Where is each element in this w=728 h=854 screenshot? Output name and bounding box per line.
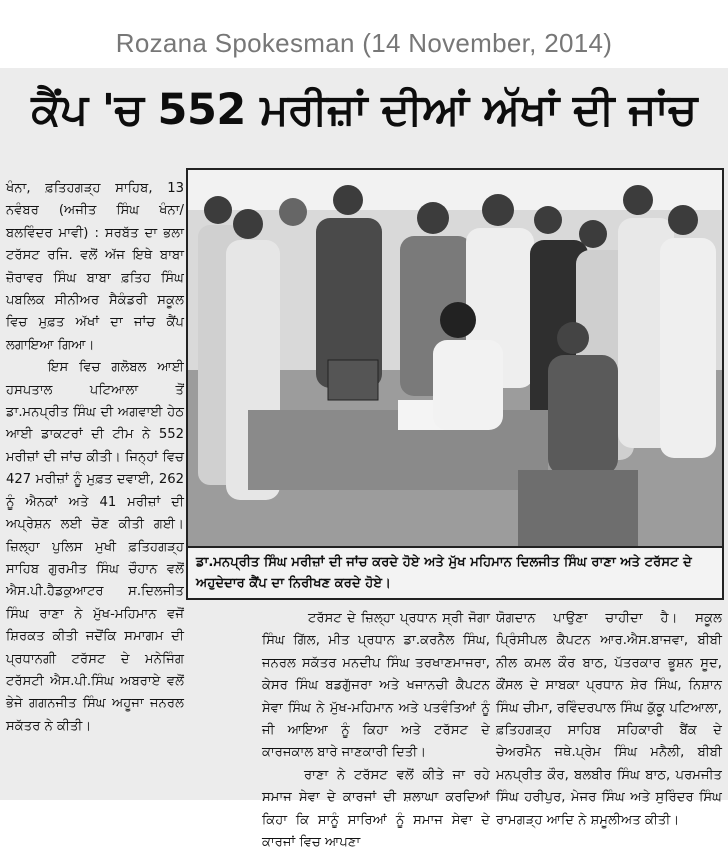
paragraph: ਟਰੱਸਟ ਦੇ ਜ਼ਿਲ੍ਹਾ ਪ੍ਰਧਾਨ ਸ੍ਰੀ ਜੋਗਾ ਸਿੰਘ ਗਿੱਲ, ਮੀਤ ਪ੍ਰਧਾਨ ਡਾ.ਕਰਨੈਲ ਸਿੰਘ, ਜਨਰਲ ਸਕੱਤਰ ਮਨਦੀਪ ਸਿੰਘ ਤਰਖਾਣਮਾਜਰਾ, ਕੇਸਰ ਸਿੰਘ ਬਡਗੁੱਜਰਾ ਅਤੇ ਖਜਾਨਚੀ ਕੈਪਟਨ ਸੇਵਾ ਸਿੰਘ ਨੇ ਮੁੱਖ-ਮਹਿਮਾਨ ਅਤੇ ਪਤਵੰਤਿਆਂ ਨੂੰ ਜੀ ਆਇਆ ਨੂੰ ਕਿਹਾ ਅਤੇ ਟਰੱਸਟ ਦੇ ਕਾਰਜਕਾਲ ਬਾਰੇ ਜਾਣਕਾਰੀ ਦਿਤੀ। [262,611,490,761]
source-line: Rozana Spokesman (14 November, 2014) [115,28,613,58]
news-photo [186,168,724,548]
paragraph: ਇਸ ਵਿਚ ਗਲੋਬਲ ਆਈ ਹਸਪਤਾਲ ਪਟਿਆਲਾ ਤੋਂ ਡਾ.ਮਨਪ੍ਰੀਤ ਸਿੰਘ ਦੀ ਅਗਵਾਈ ਹੇਠ ਆਈ ਡਾਕਟਰਾਂ ਦੀ ਟੀਮ ਨੇ 552 ਮਰੀਜ਼ਾਂ ਦੀ ਜਾਂਚ ਕੀਤੀ। ਜਿਨ੍ਹਾਂ ਵਿਚ 427 ਮਰੀਜ਼ਾਂ ਨੂੰ ਮੁਫ਼ਤ ਦਵਾਈ, 262 ਨੂੰ ਐਨਕਾਂ ਅਤੇ 41 ਮਰੀਜ਼ਾਂ ਦੀ ਅਪ੍ਰੇਸ਼ਨ ਲਈ ਚੋਣ ਕੀਤੀ ਗਈ। ਜ਼ਿਲ੍ਹਾ ਪੁਲਿਸ ਮੁਖੀ ਫ਼ਤਿਹਗੜ੍ਹ ਸਾਹਿਬ ਗੁਰਮੀਤ ਸਿੰਘ ਚੌਹਾਨ ਵਲੋਂ ਐਸ.ਪੀ.ਹੈਡਕੁਆਟਰ ਸ.ਦਿਲਜੀਤ ਸਿੰਘ ਰਾਣਾ ਨੇ ਮੁੱਖ-ਮਹਿਮਾਨ ਵਜੋਂ ਸ਼ਿਰਕਤ ਕੀਤੀ ਜਦੋਂਕਿ ਸਮਾਗਮ ਦੀ ਪ੍ਰਧਾਨਗੀ ਟਰੱਸਟ ਦੇ ਮਨੇਜਿੰਗ ਟਰੱਸਟੀ ਐਸ.ਪੀ.ਸਿੰਘ ਅਬਰਾਏ ਵਲੋਂ ਭੇਜੇ ਗਗਨਜੀਤ ਸਿੰਘ ਅਹੂਜਾ ਜਨਰਲ ਸਕੱਤਰ ਨੇ ਕੀਤੀ। [6,360,184,734]
article-column-1 [6,178,184,798]
paragraph: ਯੋਗਦਾਨ ਪਾਉਣਾ ਚਾਹੀਦਾ ਹੈ। ਸਕੂਲ ਪ੍ਰਿੰਸੀਪਲ ਕੈਪਟਨ ਆਰ.ਐਸ.ਬਾਜਵਾ, ਬੀਬੀ ਨੀਲ ਕਮਲ ਕੌਰ ਬਾਠ, ਪੱਤਰਕਾਰ ਭੂਸ਼ਨ ਸੂਦ, ਕੌਂਸਲ ਦੇ ਸਾਬਕਾ ਪ੍ਰਧਾਨ ਸ਼ੇਰ ਸਿੰਘ, ਨਿਸ਼ਾਨ ਸਿੰਘ ਚੀਮਾ, ਰਵਿੰਦਰਪਾਲ ਸਿੰਘ ਕੁੱਕੂ ਪਟਿਆਲਾ, ਫ਼ਤਿਹਗੜ੍ਹ ਸਾਹਿਬ ਸਹਿਕਾਰੀ ਬੈਂਕ ਦੇ ਚੇਅਰਮੈਨ ਜਥੇ.ਪ੍ਰੇਮ ਸਿੰਘ ਮਨੈਲੀ, ਬੀਬੀ ਮਨਪ੍ਰੀਤ ਕੌਰ, ਬਲਬੀਰ ਸਿੰਘ ਬਾਠ, ਪਰਮਜੀਤ ਸਿੰਘ ਹਰੀਪੁਰ, ਮੇਜਰ ਸਿੰਘ ਅਤੇ ਸੁਰਿੰਦਰ ਸਿੰਘ ਰਾਮਗੜ੍ਹ ਆਦਿ ਨੇ ਸ਼ਮੂਲੀਅਤ ਕੀਤੀ। [496,611,722,828]
paragraph: ਰਾਣਾ ਨੇ ਟਰੱਸਟ ਵਲੋਂ ਕੀਤੇ ਜਾ ਰਹੇ ਸਮਾਜ ਸੇਵਾ ਦੇ ਕਾਰਜਾਂ ਦੀ ਸ਼ਲਾਘਾ ਕਰਦਿਆਂ ਕਿਹਾ ਕਿ ਸਾਨੂੰ ਸਾਰਿਆਂ ਨੂੰ ਸਮਾਜ ਸੇਵਾ ਦੇ ਕਾਰਜਾਂ ਵਿਚ ਆਪਣਾ [262,767,490,851]
headline: ਕੈਂਪ 'ਚ 552 ਮਰੀਜ਼ਾਂ ਦੀਆਂ ਅੱਖਾਂ ਦੀ ਜਾਂਚ [31,85,697,135]
article-column-3 [496,608,722,828]
newspaper-clipping [0,68,728,851]
article-column-2 [262,608,490,851]
photo-caption: ਡਾ.ਮਨਪ੍ਰੀਤ ਸਿੰਘ ਮਰੀਜ਼ਾਂ ਦੀ ਜਾਂਚ ਕਰਦੇ ਹੋਏ ਅਤੇ ਮੁੱਖ ਮਹਿਮਾਨ ਦਿਲਜੀਤ ਸਿੰਘ ਰਾਣਾ ਅਤੇ ਟਰੱਸਟ ਦੇ ਅਹੁਦੇਦਾਰ ਕੈਂਪ ਦਾ ਨਿਰੀਖਣ ਕਰਦੇ ਹੋਏ। [186,548,724,600]
paragraph: ਖੰਨਾ, ਫ਼ਤਿਹਗੜ੍ਹ ਸਾਹਿਬ, 13 ਨਵੰਬਰ (ਅਜੀਤ ਸਿੰਘ ਖੰਨਾ/ ਬਲਵਿੰਦਰ ਮਾਵੀ) : ਸਰਬੱਤ ਦਾ ਭਲਾ ਟਰੱਸਟ ਰਜਿ. ਵਲੋਂ ਅੱਜ ਇਥੇ ਬਾਬਾ ਜ਼ੋਰਾਵਰ ਸਿੰਘ ਬਾਬਾ ਫ਼ਤਿਹ ਸਿੰਘ ਪਬਲਿਕ ਸੀਨੀਅਰ ਸੈਕੰਡਰੀ ਸਕੂਲ ਵਿਚ ਮੁਫ਼ਤ ਅੱਖਾਂ ਦਾ ਜਾਂਚ ਕੈਂਪ ਲਗਾਇਆ ਗਿਆ। [6,181,184,353]
